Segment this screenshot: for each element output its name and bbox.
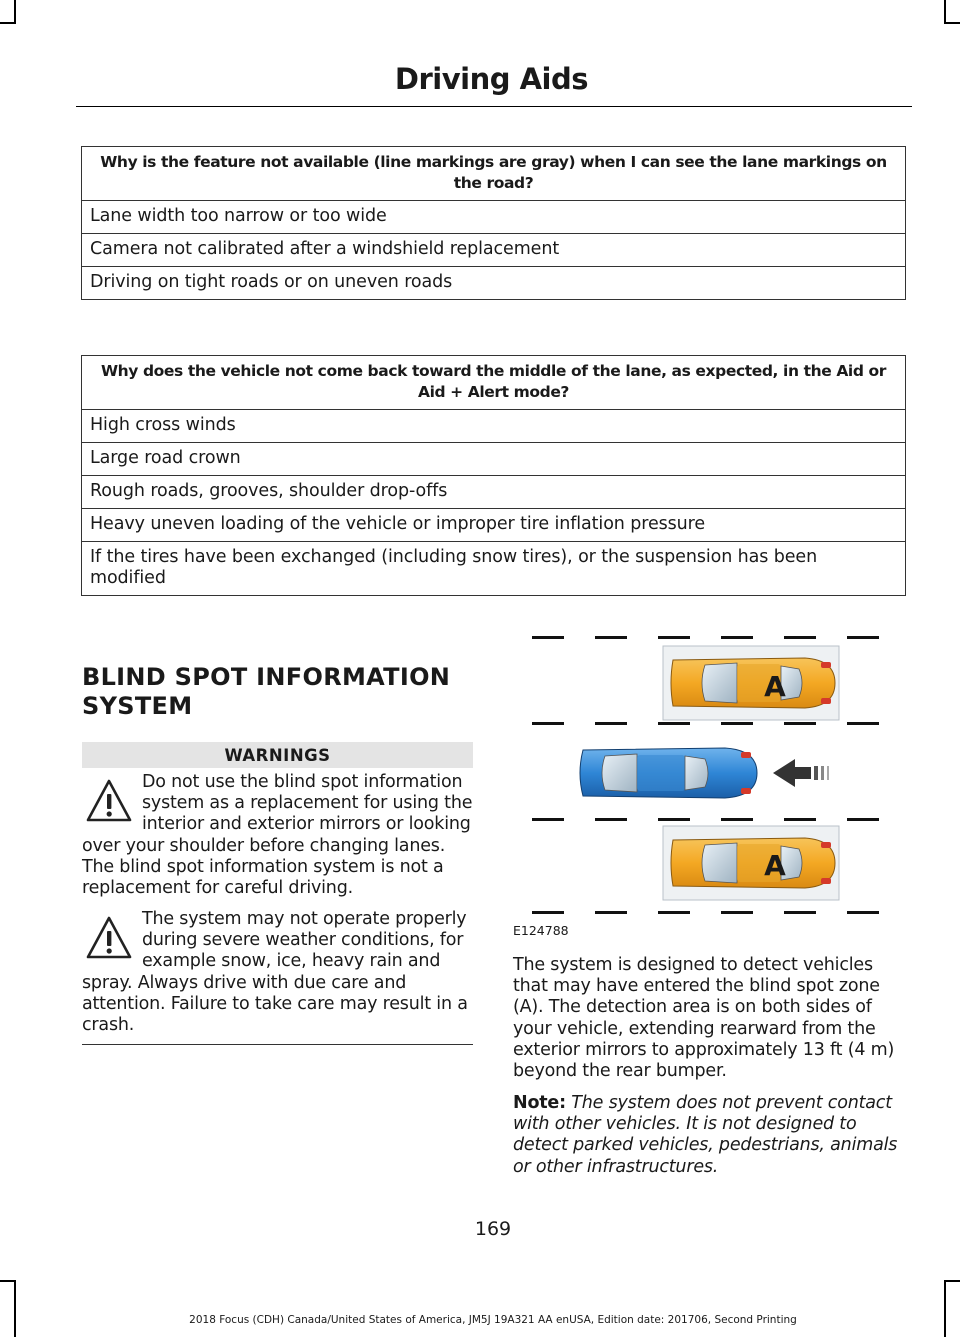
zone-label: A bbox=[764, 670, 786, 703]
zone-label: A bbox=[764, 849, 786, 882]
orange-car-icon bbox=[671, 658, 835, 708]
page-title: Driving Aids bbox=[394, 62, 588, 96]
title-divider bbox=[76, 106, 912, 107]
orange-car-icon bbox=[671, 838, 835, 888]
table-row: Heavy uneven loading of the vehicle or improper tire inflation pressure bbox=[82, 509, 906, 542]
crop-mark bbox=[944, 1280, 946, 1337]
warnings-end-divider bbox=[82, 1044, 473, 1045]
table-row: Lane width too narrow or too wide bbox=[82, 201, 906, 234]
blue-car-icon bbox=[580, 748, 757, 798]
crop-mark bbox=[14, 0, 16, 22]
table-header: Why is the feature not available (line markings are gray) when I can see the lane markings on the road? bbox=[82, 147, 906, 201]
warnings-header: WARNINGS bbox=[82, 742, 473, 768]
table-row: Large road crown bbox=[82, 443, 906, 476]
section-heading bbox=[82, 663, 450, 721]
crop-mark bbox=[944, 0, 946, 22]
table-row: Driving on tight roads or on uneven roads bbox=[82, 267, 906, 300]
table-header: Why does the vehicle not come back toward the middle of the lane, as expected, in the Aid or Aid + Alert mode? bbox=[82, 356, 906, 410]
arrow-left-icon bbox=[773, 759, 829, 787]
crop-mark bbox=[0, 22, 16, 24]
note-text: The system does not prevent contact with other vehicles. It is not designed to detect parked vehicles, pedestrians, animals or other infrastructures. bbox=[513, 1093, 898, 1177]
body-paragraph: The system is designed to detect vehicles that may have entered the blind spot zone (A). The detection area is on both sides of your vehicle, extending rearward from the exterior mirrors to approximately 13 ft (4 m) beyond the rear bumper. bbox=[513, 955, 895, 1082]
crop-mark bbox=[944, 22, 960, 24]
warning-paragraph bbox=[82, 909, 473, 1036]
crop-mark bbox=[14, 1280, 16, 1337]
table-row: Camera not calibrated after a windshield replacement bbox=[82, 234, 906, 267]
table-row: High cross winds bbox=[82, 410, 906, 443]
section-heading-line: SYSTEM bbox=[82, 692, 193, 720]
note-label: Note: bbox=[513, 1093, 566, 1113]
warning-paragraph bbox=[82, 772, 473, 899]
figure-id: E124788 bbox=[513, 923, 569, 938]
page-number: 169 bbox=[474, 1218, 512, 1240]
footer-text: 2018 Focus (CDH) Canada/United States of America, JM5J 19A321 AA enUSA, Edition date: 201706, Second Printing bbox=[189, 1314, 797, 1326]
table-row: Rough roads, grooves, shoulder drop-offs bbox=[82, 476, 906, 509]
faq-table-lane-centering bbox=[81, 355, 906, 596]
warning-triangle-icon bbox=[86, 915, 132, 961]
warning-text: The system may not operate properly during severe weather conditions, for example snow, ice, heavy rain and spray. Always drive with due care and attention. Failure to take care may result in a crash. bbox=[82, 909, 468, 1036]
table-row: If the tires have been exchanged (including snow tires), or the suspension has been modified bbox=[82, 542, 906, 596]
faq-table-lane-markings bbox=[81, 146, 906, 300]
blind-spot-illustration bbox=[505, 616, 905, 942]
note-paragraph bbox=[513, 1093, 908, 1178]
crop-mark bbox=[944, 1280, 960, 1282]
section-heading-line: BLIND SPOT INFORMATION bbox=[82, 663, 451, 691]
warning-triangle-icon bbox=[86, 778, 132, 824]
crop-mark bbox=[0, 1280, 16, 1282]
warning-text: Do not use the blind spot information system as a replacement for using the interior and exterior mirrors or looking over your shoulder before changing lanes. The blind spot information system is not a replacement for careful driving. bbox=[82, 772, 473, 899]
